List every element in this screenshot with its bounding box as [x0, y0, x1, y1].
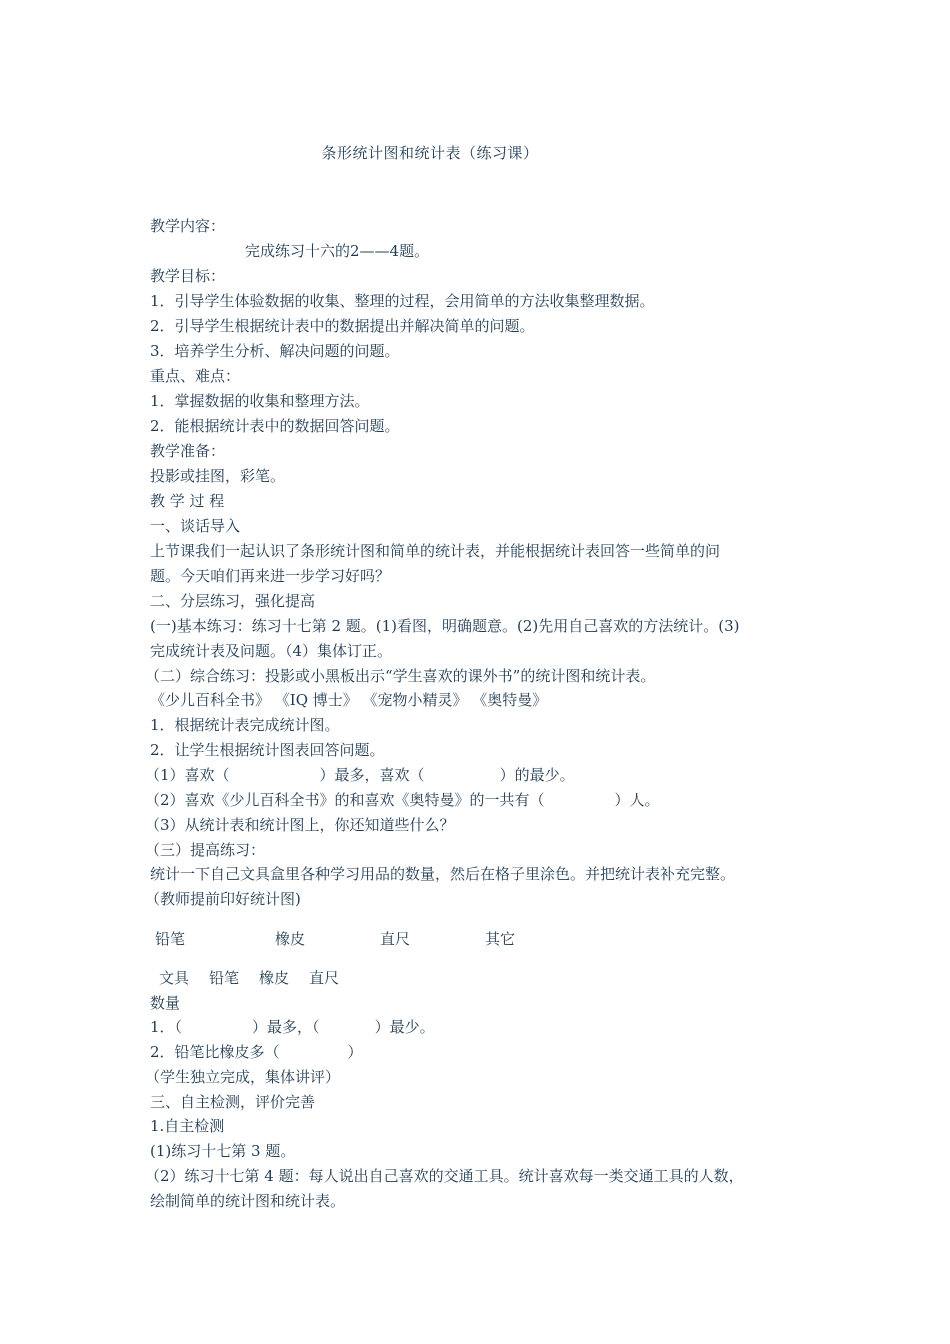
self-test-heading: 1.自主检测 — [150, 1117, 225, 1135]
section-1-heading: 一、谈话导入 — [150, 517, 241, 535]
improve-text: 统计一下自己文具盒里各种学习用品的数量，然后在格子里涂色。并把统计表补充完整。 — [150, 865, 736, 883]
comprehensive-practice: （二）综合练习：投影或小黑板出示“学生喜欢的课外书”的统计图和统计表。 — [145, 667, 656, 685]
book-list: 《少儿百科全书》 《IQ 博士》 《宠物小精灵》 《奥特曼》 — [150, 691, 548, 709]
table-header-pencil: 铅笔 — [209, 969, 240, 987]
table-header-ruler: 直尺 — [309, 969, 340, 987]
chart-label-eraser: 橡皮 — [275, 930, 306, 948]
table-question-1 — [150, 1015, 800, 1039]
basic-practice-a: (一)基本练习：练习十七第 2 题。(1)看图，明确题意。(2)先用自己喜欢的方法统计。(3) — [150, 617, 740, 635]
key-label: 重点、难点： — [150, 367, 241, 385]
self-test-item-1: (1)练习十七第 3 题。 — [150, 1142, 296, 1160]
improve-note: （教师提前印好统计图) — [145, 890, 301, 908]
section-1-text-b: 题。今天咱们再来进一步学习好吗？ — [150, 567, 391, 585]
goals-label: 教学目标： — [150, 267, 226, 285]
table-header-stationery: 文具 — [159, 969, 190, 987]
table-question-2-part-b: ） — [347, 1043, 363, 1061]
page-title: 条形统计图和统计表（练习课） — [321, 144, 539, 162]
self-test-item-2-a: （2）练习十七第 4 题：每人说出自己喜欢的交通工具。统计喜欢每一类交通工具的人数， — [145, 1167, 744, 1185]
chart-label-ruler: 直尺 — [380, 930, 411, 948]
question-1-part-a: （1）喜欢（ — [145, 766, 230, 784]
self-test-item-2-b: 绘制简单的统计图和统计表。 — [150, 1192, 346, 1210]
table-note: （学生独立完成，集体讲评） — [145, 1068, 341, 1086]
goal-item-3: 3．培养学生分析、解决问题的问题。 — [150, 342, 400, 360]
goal-item-2: 2．引导学生根据统计表中的数据提出并解决简单的问题。 — [150, 317, 535, 335]
question-1-part-c: ）的最少。 — [499, 766, 575, 784]
chart-label-pencil: 铅笔 — [155, 930, 186, 948]
process-heading: 教 学 过 程 — [150, 492, 225, 510]
prep-text: 投影或挂图，彩笔。 — [150, 467, 286, 485]
question-3: （3）从统计表和统计图上，你还知道些什么？ — [145, 816, 455, 834]
prep-label: 教学准备： — [150, 442, 226, 460]
comp-item-1: 1．根据统计表完成统计图。 — [150, 716, 340, 734]
table-question-2 — [150, 1040, 800, 1064]
section-2-heading: 二、分层练习，强化提高 — [150, 592, 316, 610]
section-1-text-a: 上节课我们一起认识了条形统计图和简单的统计表，并能根据统计表回答一些简单的问 — [150, 542, 721, 560]
table-header-eraser: 橡皮 — [259, 969, 290, 987]
goal-item-1: 1．引导学生体验数据的收集、整理的过程，会用简单的方法收集整理数据。 — [150, 292, 655, 310]
question-2-part-b: ）人。 — [614, 791, 660, 809]
table-question-1-part-a: 1．（ — [150, 1018, 183, 1036]
table-question-1-part-b: ）最多，（ — [252, 1018, 320, 1036]
content-label: 教学内容： — [150, 217, 226, 235]
content-text: 完成练习十六的2——4题。 — [245, 242, 430, 260]
table-question-1-part-c: ）最少。 — [374, 1018, 435, 1036]
question-1 — [145, 763, 795, 787]
table-question-2-part-a: 2．铅笔比橡皮多（ — [150, 1043, 280, 1061]
section-3-heading: 三、自主检测，评价完善 — [150, 1093, 316, 1111]
question-1-part-b: ）最多，喜欢（ — [319, 766, 425, 784]
basic-practice-b: 完成统计表及问题。（4）集体订正。 — [150, 642, 393, 660]
chart-label-other: 其它 — [485, 930, 516, 948]
section-improve-heading: （三）提高练习： — [145, 841, 266, 859]
question-2 — [145, 788, 795, 812]
key-item-2: 2．能根据统计表中的数据回答问题。 — [150, 417, 400, 435]
question-2-part-a: （2）喜欢《少儿百科全书》的和喜欢《奥特曼》的一共有（ — [145, 791, 545, 809]
key-item-1: 1．掌握数据的收集和整理方法。 — [150, 392, 370, 410]
comp-item-2: 2．让学生根据统计图表回答问题。 — [150, 741, 385, 759]
table-row-label: 数量 — [150, 994, 181, 1012]
